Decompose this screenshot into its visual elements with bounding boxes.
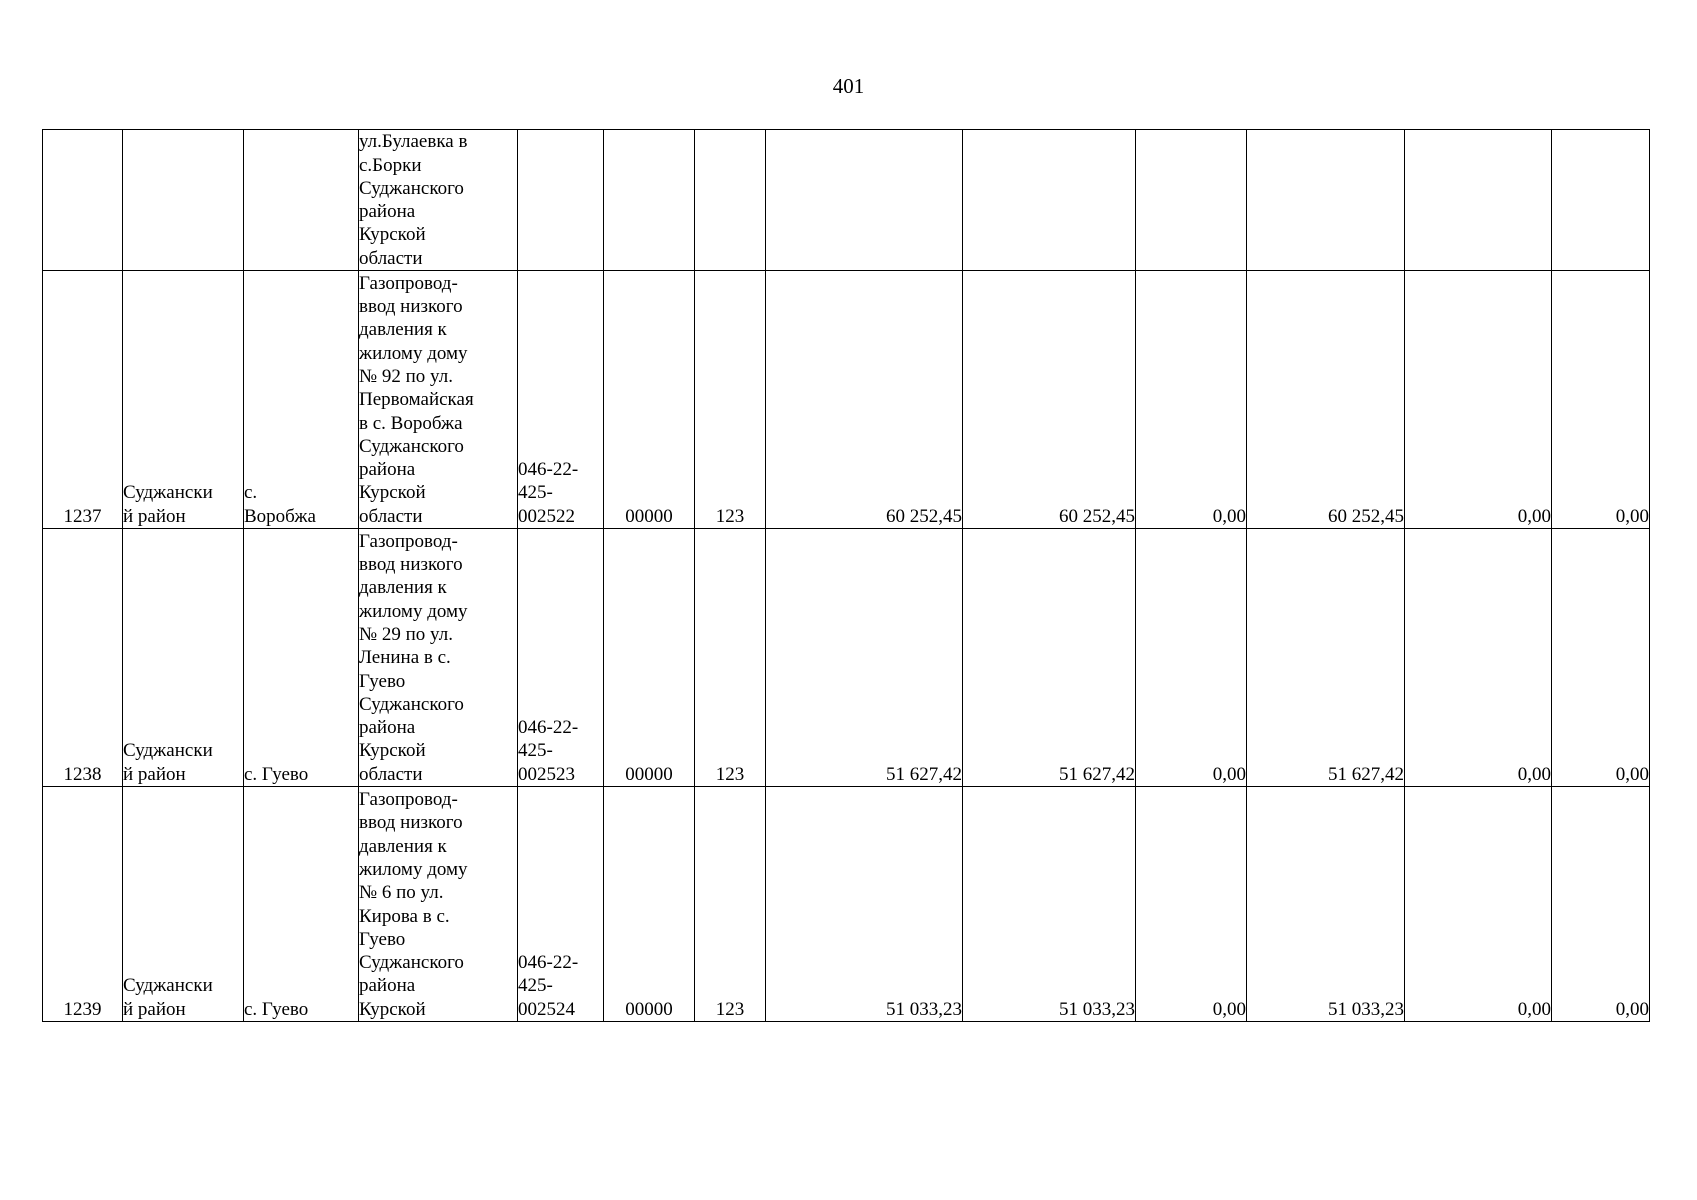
registry-table	[42, 129, 1650, 1022]
code-cell: 123	[695, 787, 766, 1022]
row-number-cell: 1239	[43, 787, 123, 1022]
table-row	[43, 529, 1650, 787]
row-number-cell: 1238	[43, 529, 123, 787]
district-cell: Суджански й район	[123, 271, 244, 529]
amount-cell: 0,00	[1552, 271, 1650, 529]
registry-code-cell: 046-22- 425- 002522	[518, 271, 604, 529]
code-cell: 00000	[604, 271, 695, 529]
amount-cell: 51 627,42	[766, 529, 963, 787]
registry-code-cell: 046-22- 425- 002523	[518, 529, 604, 787]
amount-cell: 51 033,23	[766, 787, 963, 1022]
amount-cell	[963, 130, 1136, 271]
object-description-cell: Газопровод- ввод низкого давления к жилому дому № 29 по ул. Ленина в с. Гуево Суджанского района Курской области	[359, 529, 518, 787]
row-number-cell: 1237	[43, 271, 123, 529]
page-number: 401	[832, 74, 865, 98]
settlement-cell	[244, 130, 359, 271]
amount-cell: 0,00	[1136, 529, 1247, 787]
amount-cell: 0,00	[1552, 529, 1650, 787]
amount-cell: 51 627,42	[963, 529, 1136, 787]
code-cell	[695, 130, 766, 271]
object-description-cell: Газопровод- ввод низкого давления к жилому дому № 92 по ул. Первомайская в с. Воробжа Суджанского района Курской области	[359, 271, 518, 529]
settlement-cell: с. Воробжа	[244, 271, 359, 529]
table-row	[43, 130, 1650, 271]
amount-cell: 60 252,45	[963, 271, 1136, 529]
amount-cell: 60 252,45	[1247, 271, 1405, 529]
amount-cell: 60 252,45	[766, 271, 963, 529]
row-number-cell	[43, 130, 123, 271]
district-cell	[123, 130, 244, 271]
registry-code-cell	[518, 130, 604, 271]
settlement-cell: с. Гуево	[244, 787, 359, 1022]
object-description-cell: Газопровод- ввод низкого давления к жилому дому № 6 по ул. Кирова в с. Гуево Суджанского района Курской	[359, 787, 518, 1022]
code-cell: 00000	[604, 787, 695, 1022]
table-row	[43, 271, 1650, 529]
settlement-cell: с. Гуево	[244, 529, 359, 787]
amount-cell	[766, 130, 963, 271]
amount-cell	[1136, 130, 1247, 271]
amount-cell: 51 033,23	[1247, 787, 1405, 1022]
code-cell: 00000	[604, 529, 695, 787]
amount-cell: 0,00	[1136, 787, 1247, 1022]
district-cell: Суджански й район	[123, 787, 244, 1022]
amount-cell	[1247, 130, 1405, 271]
registry-code-cell: 046-22- 425- 002524	[518, 787, 604, 1022]
amount-cell: 51 033,23	[963, 787, 1136, 1022]
code-cell: 123	[695, 529, 766, 787]
code-cell: 123	[695, 271, 766, 529]
amount-cell: 0,00	[1552, 787, 1650, 1022]
amount-cell: 0,00	[1405, 787, 1552, 1022]
object-description-cell: ул.Булаевка в с.Борки Суджанского района Курской области	[359, 130, 518, 271]
amount-cell: 51 627,42	[1247, 529, 1405, 787]
amount-cell: 0,00	[1136, 271, 1247, 529]
amount-cell	[1552, 130, 1650, 271]
district-cell: Суджански й район	[123, 529, 244, 787]
table-row	[43, 787, 1650, 1022]
amount-cell: 0,00	[1405, 529, 1552, 787]
amount-cell: 0,00	[1405, 271, 1552, 529]
code-cell	[604, 130, 695, 271]
amount-cell	[1405, 130, 1552, 271]
